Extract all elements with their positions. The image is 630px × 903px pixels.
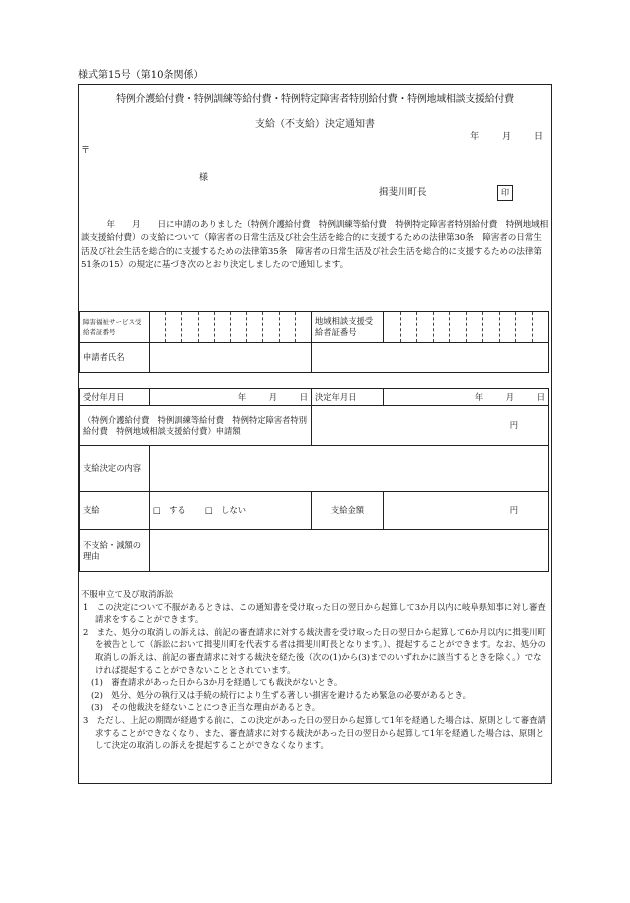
consult-id-digits[interactable] xyxy=(384,312,549,343)
decision-date-label: 決定年月日 xyxy=(312,389,384,406)
note-2: 2 また、処分の取消しの訴えは、前記の審査請求に対する裁決書を受け取った日の翌日から起算して6か月以内に揖斐川町を被告として（訴訟において揖斐川町を代表する者は揖斐川町長となります。）、提起することができます。なお、処分の取消しの訴えは、前記の審査請求に対する裁決を経た後（次の(1)から(3)までのいずれかに該当するときを除く。）でなければ提起することができないこととされています。 xyxy=(83,626,546,675)
requested-amount-field[interactable]: 円 xyxy=(312,406,549,446)
received-date-field[interactable]: 年 月 日 xyxy=(150,389,312,406)
notice-frame xyxy=(78,84,552,784)
decision-content-label: 支給決定の内容 xyxy=(80,446,150,492)
recipient-suffix: 様 xyxy=(199,173,209,183)
issuer: 揖斐川町長 xyxy=(379,187,427,198)
id-table xyxy=(79,311,549,373)
form-number: 様式第15号（第10条関係） xyxy=(78,70,204,81)
payment-no-checkbox[interactable]: □ しない xyxy=(205,505,247,515)
decision-content-field[interactable] xyxy=(150,446,549,492)
issue-date[interactable]: 年 月 日 xyxy=(470,132,543,142)
received-date-label: 受付年月日 xyxy=(80,389,150,406)
note-1: 1 この決定について不服があるときは、この通知書を受け取った日の翌日から起算して3か月以内に岐阜県知事に対し審査請求をすることができます。 xyxy=(83,601,546,625)
seal-stamp: 印 xyxy=(497,185,513,201)
consult-id-label: 地域相談支援受給者証番号 xyxy=(312,312,384,343)
notes-heading: 不服申立て及び取消訴訟 xyxy=(81,589,174,599)
payment-label: 支給 xyxy=(80,492,150,530)
applicant-name-field[interactable] xyxy=(150,343,312,373)
pay-amount-field[interactable]: 円 xyxy=(384,492,549,530)
applicant-label: 申請者氏名 xyxy=(80,343,150,373)
service-id-label: 障害福祉サービス受給者証番号 xyxy=(80,312,150,343)
note-3: 3 ただし、上記の期間が経過する前に、この決定があった日の翌日から起算して1年を経過した場合は、原則として審査請求することができなくなり、また、審査請求に対する裁決があった日の翌日から起算して1年を経過した場合は、原則として決定の取消しの訴えを提起することができなくなります。 xyxy=(83,714,546,751)
note-2-3: (3) その他裁決を経ないことにつき正当な理由があるとき。 xyxy=(91,702,321,713)
intro-paragraph: 年 月 日に申請のありました（特例介護給付費 特例訓練等給付費 特例特定障害者特別給付費 特例地域相談支援給付費）の支給について（障害者の日常生活及び社会生活を総合的に支援するための法律第30条 障害者の日常生活及び社会生活を総合的に支援するための法律第35条 障害者の日常生活及び社会生活を総合的に支援するための法律第51条の15）の規定に基づき次のとおり決定しましたので通知します。 xyxy=(81,220,549,271)
requested-amount-label: （特例介護給付費 特例訓練等給付費 特例特定障害者特別給付費 特例地域相談支援給付費）申請額 xyxy=(80,406,312,446)
decision-table xyxy=(79,388,549,572)
applicant-blank xyxy=(312,343,549,373)
note-2-2: (2) 処分、処分の執行又は手続の続行により生ずる著しい損害を避けるため緊急の必要があるとき。 xyxy=(91,689,472,700)
note-2-1: (1) 審査請求があった日から3か月を経過しても裁決がないとき。 xyxy=(91,677,343,688)
title-line-2: 支給（不支給）決定通知書 xyxy=(255,119,375,130)
appeal-notes xyxy=(81,588,549,752)
payment-options xyxy=(150,492,312,530)
pay-amount-label: 支給金額 xyxy=(312,492,384,530)
reason-field[interactable] xyxy=(150,530,549,572)
service-id-digits[interactable] xyxy=(150,312,312,343)
reason-label: 不支給・減額の理由 xyxy=(80,530,150,572)
decision-date-field[interactable]: 年 月 日 xyxy=(384,389,549,406)
postal-mark: 〒 xyxy=(81,146,91,156)
title-line-1: 特例介護給付費・特例訓練等給付費・特例特定障害者特別給付費・特例地域相談支援給付費 xyxy=(116,94,514,105)
payment-yes-checkbox[interactable]: □ する xyxy=(153,505,186,515)
